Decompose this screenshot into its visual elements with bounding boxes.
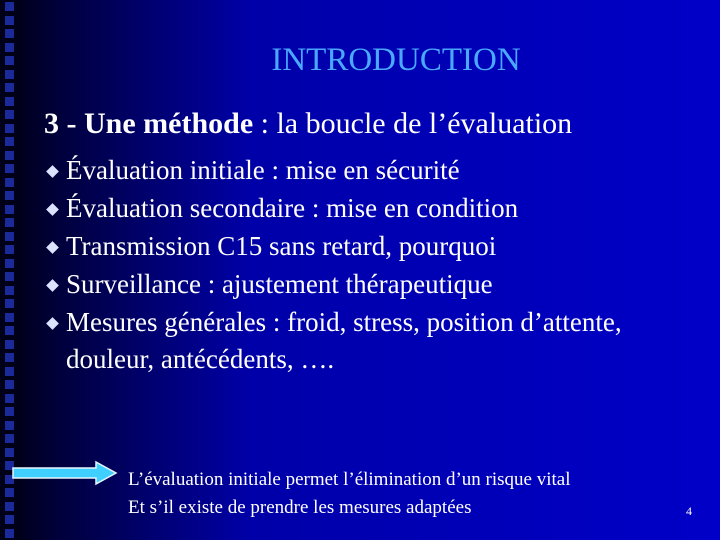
- bullet-text-2: Évaluation secondaire : mise en condition: [66, 193, 519, 223]
- decorative-square: [5, 529, 14, 538]
- bullet-item-5: [46, 304, 686, 378]
- decorative-square: [5, 232, 14, 241]
- slide-subtitle: [44, 106, 572, 142]
- subtitle-rest: : la boucle de l’évaluation: [253, 107, 573, 140]
- decorative-square: [5, 110, 14, 119]
- diamond-bullet-icon: [46, 165, 59, 178]
- bullet-text-1: Évaluation initiale : mise en sécurité: [66, 155, 460, 185]
- decorative-square: [5, 367, 14, 376]
- decorative-square: [5, 2, 14, 11]
- decorative-square: [5, 218, 14, 227]
- bullet-item-4: [46, 266, 686, 303]
- page-number: 4: [686, 504, 692, 518]
- bullet-text-5: Mesures générales : froid, stress, position d’attente, douleur, antécédents, ….: [66, 307, 622, 374]
- decorative-square: [5, 313, 14, 322]
- decorative-square: [5, 137, 14, 146]
- decorative-square: [5, 191, 14, 200]
- bullet-text-4: Surveillance : ajustement thérapeutique: [66, 269, 493, 299]
- decorative-square: [5, 178, 14, 187]
- decorative-square: [5, 515, 14, 524]
- decorative-square: [5, 83, 14, 92]
- bullet-item-2: [46, 190, 686, 227]
- decorative-square: [5, 151, 14, 160]
- slide-title: INTRODUCTION: [271, 42, 521, 78]
- decorative-square: [5, 97, 14, 106]
- decorative-square: [5, 272, 14, 281]
- decorative-square: [5, 488, 14, 497]
- right-arrow-icon: [12, 460, 118, 486]
- decorative-square: [5, 259, 14, 268]
- diamond-bullet-icon: [46, 279, 59, 292]
- decorative-square: [5, 299, 14, 308]
- decorative-square: [5, 286, 14, 295]
- decorative-square: [5, 326, 14, 335]
- diamond-bullet-icon: [46, 203, 59, 216]
- decorative-square: [5, 124, 14, 133]
- diamond-bullet-icon: [46, 241, 59, 254]
- subtitle-bold: 3 - Une méthode: [44, 107, 254, 140]
- decorative-square: [5, 407, 14, 416]
- decorative-square: [5, 245, 14, 254]
- decorative-square: [5, 164, 14, 173]
- bullet-text-3: Transmission C15 sans retard, pourquoi: [66, 231, 497, 261]
- conclusion-line-1: L’évaluation initiale permet l’élimination d’un risque vital: [128, 469, 571, 490]
- decorative-square: [5, 448, 14, 457]
- decorative-square: [5, 340, 14, 349]
- bullet-list: [46, 152, 686, 379]
- decorative-square: [5, 353, 14, 362]
- decorative-square: [5, 394, 14, 403]
- diamond-bullet-icon: [46, 317, 59, 330]
- decorative-square: [5, 16, 14, 25]
- decorative-square: [5, 421, 14, 430]
- square-strip: [3, 0, 19, 540]
- decorative-square: [5, 502, 14, 511]
- bullet-item-3: [46, 228, 686, 265]
- bullet-item-1: [46, 152, 686, 189]
- decorative-square: [5, 205, 14, 214]
- decorative-square: [5, 380, 14, 389]
- decorative-square: [5, 434, 14, 443]
- conclusion-text: [128, 466, 571, 522]
- conclusion-line-2: Et s’il existe de prendre les mesures adaptées: [128, 497, 472, 518]
- decorative-square: [5, 29, 14, 38]
